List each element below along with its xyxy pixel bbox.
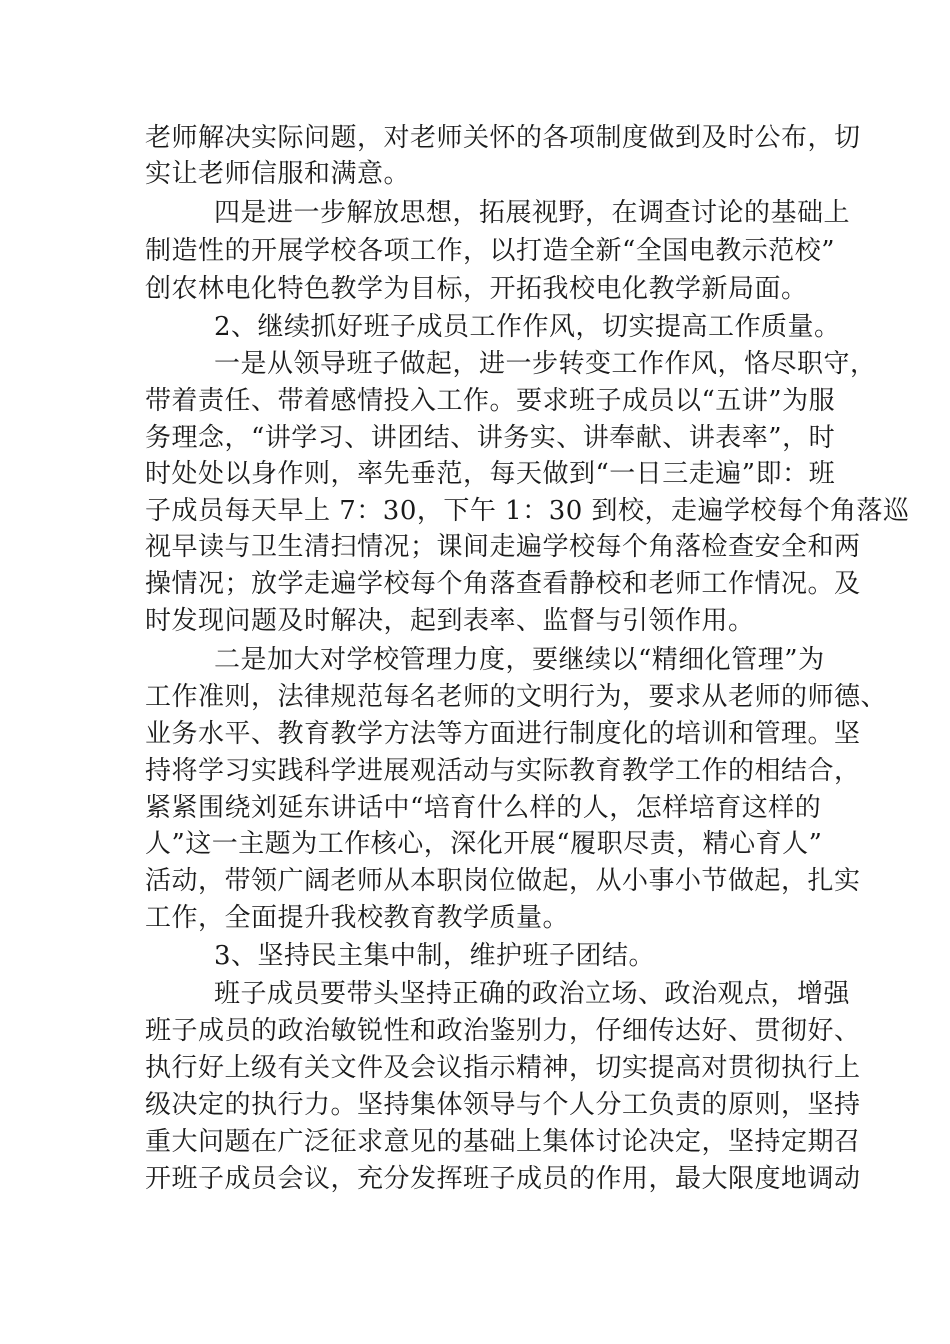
text-line: 时处处以身作则，率先垂范，每天做到“一日三走遍”即：班 [145, 459, 836, 489]
text-line: 业务水平、教育教学方法等方面进行制度化的培训和管理。坚 [145, 719, 861, 749]
text-line: 工作，全面提升我校教育教学质量。 [145, 903, 570, 933]
text-line: 子成员每天早上 7：30，下午 1：30 到校，走遍学校每个角落巡 [145, 496, 910, 526]
section-heading: 3、坚持民主集中制，维护班子团结。 [214, 941, 656, 971]
text-line: 带着责任、带着感情投入工作。要求班子成员以“五讲”为服 [145, 386, 836, 416]
text-line: 活动，带领广阔老师从本职岗位做起，从小事小节做起，扎实 [145, 866, 861, 896]
text-line: 时发现问题及时解决，起到表率、监督与引领作用。 [145, 606, 755, 636]
text-line: 工作准则，法律规范每名老师的文明行为，要求从老师的师德、 [145, 682, 888, 712]
text-line: 实让老师信服和满意。 [145, 159, 411, 189]
text-line: 级决定的执行力。坚持集体领导与个人分工负责的原则，坚持 [145, 1090, 861, 1120]
text-line: 班子成员的政治敏锐性和政治鉴别力，仔细传达好、贯彻好、 [145, 1016, 861, 1046]
text-line: 制造性的开展学校各项工作，以打造全新“全国电教示范校” [145, 236, 836, 266]
text-line: 四是进一步解放思想，拓展视野，在调查讨论的基础上 [214, 198, 851, 228]
text-line: 重大问题在广泛征求意见的基础上集体讨论决定，坚持定期召 [145, 1127, 861, 1157]
text-line: 班子成员要带头坚持正确的政治立场、政治观点，增强 [214, 979, 851, 1009]
text-line: 开班子成员会议，充分发挥班子成员的作用，最大限度地调动 [145, 1164, 861, 1194]
text-line: 操情况；放学走遍学校每个角落查看静校和老师工作情况。及 [145, 569, 861, 599]
text-line: 执行好上级有关文件及会议指示精神，切实提高对贯彻执行上 [145, 1053, 861, 1083]
text-line: 一是从领导班子做起，进一步转变工作作风，恪尽职守， [214, 349, 877, 379]
text-line: 老师解决实际问题，对老师关怀的各项制度做到及时公布，切 [145, 123, 861, 153]
text-line: 人”这一主题为工作核心，深化开展“履职尽责，精心育人” [145, 829, 823, 859]
text-line: 紧紧围绕刘延东讲话中“培育什么样的人，怎样培育这样的 [145, 793, 822, 823]
text-line: 视早读与卫生清扫情况；课间走遍学校每个角落检查安全和两 [145, 532, 861, 562]
text-line: 持将学习实践科学进展观活动与实际教育教学工作的相结合， [145, 756, 861, 786]
text-line: 务理念，“讲学习、讲团结、讲务实、讲奉献、讲表率”，时 [145, 423, 836, 453]
text-line: 创农林电化特色教学为目标，开拓我校电化教学新局面。 [145, 274, 808, 304]
text-line: 二是加大对学校管理力度，要继续以“精细化管理”为 [214, 645, 825, 675]
section-heading: 2、继续抓好班子成员工作作风，切实提高工作质量。 [214, 312, 841, 342]
